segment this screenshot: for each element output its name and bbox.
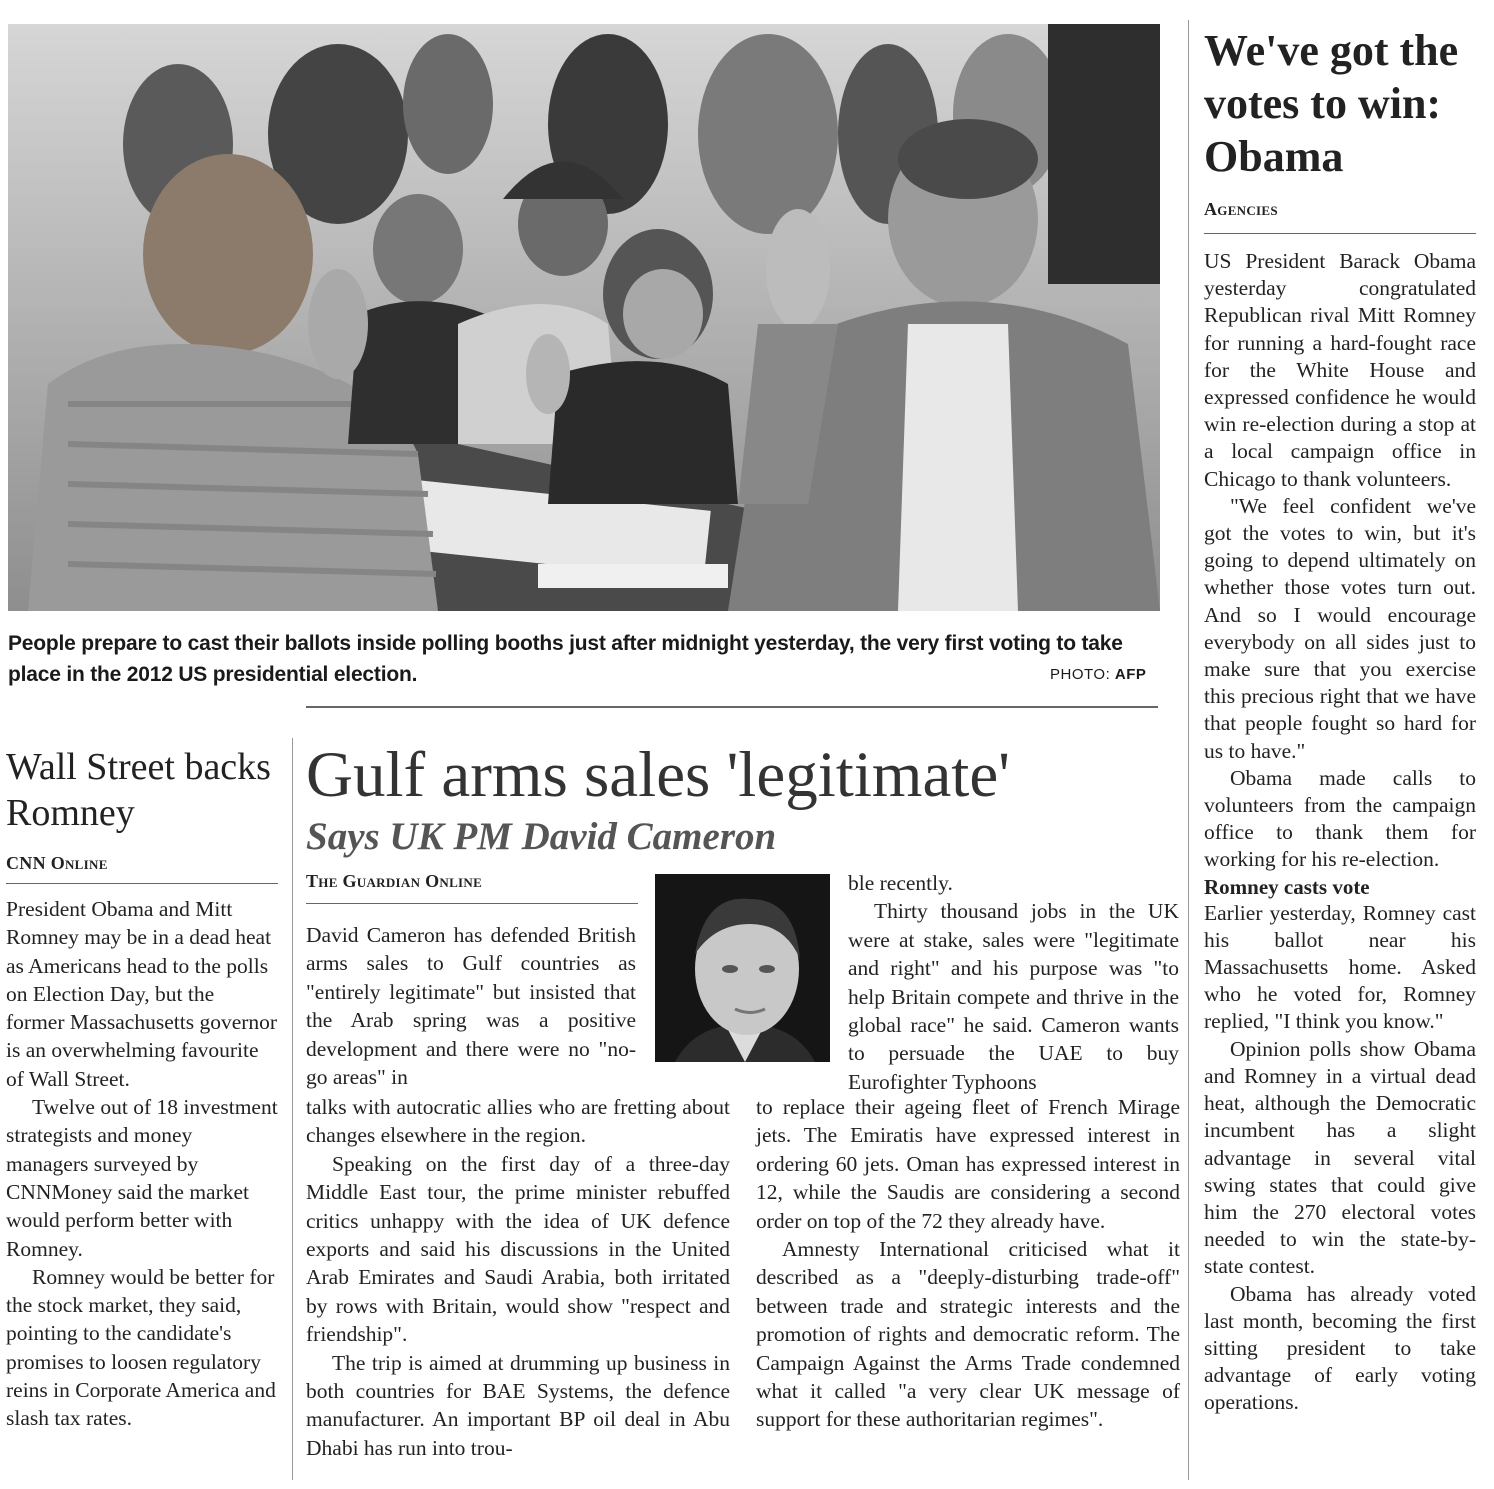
gulf-subheadline: Says UK PM David Cameron: [306, 815, 777, 858]
gulf-paragraph: Amnesty International criticised what it described as a "deeply-disturbing trade-off" between trade and strategic interests and the promotion of rights and democratic reform. The Campaign Against the Arms Trade condemned what it called "a very clear UK message of support for these authoritarian regimes".: [756, 1237, 1180, 1432]
gulf-column-1: [306, 1093, 730, 1462]
gulf-paragraph: The trip is aimed at drumming up business in both countries for BAE Systems, the defence manufacturer. An important BP oil deal in Abu Dhabi has run into trou-: [306, 1350, 730, 1460]
obama-byline: Agencies: [1204, 199, 1278, 219]
byline-rule: [1204, 233, 1476, 234]
gulf-byline: The Guardian Online: [306, 871, 483, 891]
obama-paragraph: Earlier yesterday, Romney cast his ballot near his Massachusetts home. Asked who he voted for, Romney replied, "I think you know.": [1204, 900, 1476, 1034]
gulf-paragraph: ble recently.: [848, 871, 953, 895]
section-divider: [306, 706, 1158, 708]
obama-subhead: Romney casts vote: [1204, 874, 1370, 899]
wallstreet-paragraph: Twelve out of 18 investment strategists and money managers surveyed by CNNMoney said the market would perform better with Romney.: [6, 1095, 278, 1261]
gulf-headline: Gulf arms sales 'legitimate': [306, 739, 1010, 811]
gulf-column-1-top: [306, 921, 636, 1091]
byline-rule: [306, 903, 638, 904]
obama-paragraph: Obama has already voted last month, becoming the first sitting president to take advantage of early voting operations.: [1204, 1281, 1476, 1415]
gulf-paragraph: Speaking on the first day of a three-day Middle East tour, the prime minister rebuffed critics unhappy with the idea of UK defence exports and said his discussions in the United Arab Emirates and Saudi Arabia, both irritated by rows with Britain, would show "respect and friendship".: [306, 1151, 730, 1347]
column-rule: [292, 738, 293, 1480]
obama-paragraph: Obama made calls to volunteers from the campaign office to thank them for working for his re-election.: [1204, 765, 1476, 872]
photo-caption: People prepare to cast their ballots inside polling booths just after midnight yesterday, the very first voting to take place in the 2012 US presidential election.: [8, 632, 1123, 686]
gulf-paragraph: talks with autocratic allies who are fretting about changes elsewhere in the region.: [306, 1095, 730, 1148]
gulf-paragraph: David Cameron has defended British arms sales to Gulf countries as "entirely legitimate" but insisted that the Arab spring was a positive development and there were no "no-go areas" in: [306, 923, 636, 1090]
gulf-paragraph: Thirty thousand jobs in the UK were at stake, sales were "legitimate and right" and his purpose was "to help Britain compete and thrive in the global race" he said. Cameron wants to persuade the UAE to buy Eurofighter Typhoons: [848, 899, 1179, 1094]
gulf-column-2-top: [848, 869, 1179, 1096]
wallstreet-paragraph: Romney would be better for the stock market, they said, pointing to the candidate's promises to loosen regulatory reins in Corporate America and slash tax rates.: [6, 1264, 276, 1431]
obama-paragraph: US President Barack Obama yesterday congratulated Republican rival Mitt Romney for running a hard-fought race for the White House and expressed confidence he would win re-election during a stop at a local campaign office in Chicago to thank volunteers.: [1204, 249, 1476, 491]
gulf-paragraph: to replace their ageing fleet of French Mirage jets. The Emiratis have expressed interest in ordering 60 jets. Oman has expressed interest in 12, while the Saudis are considering a second order on top of the 72 they already have.: [756, 1095, 1180, 1233]
obama-body: [1204, 248, 1476, 1417]
gulf-column-2: [756, 1093, 1180, 1434]
obama-headline: We've got the votes to win: Obama: [1204, 26, 1459, 181]
david-cameron-photo: [655, 874, 830, 1062]
column-rule: [1188, 20, 1189, 1480]
wallstreet-paragraph: President Obama and Mitt Romney may be in a dead heat as Americans head to the polls on Election Day, but the former Massachusetts governor is an overwhelming favourite of Wall Street.: [6, 897, 278, 1091]
byline-rule: [6, 883, 278, 884]
wallstreet-headline: Wall Street backs Romney: [6, 746, 271, 834]
voting-photo: [8, 24, 1160, 611]
photo-credit: PHOTO: AFP: [1050, 666, 1147, 683]
obama-paragraph: Opinion polls show Obama and Romney in a virtual dead heat, although the Democratic incumbent has a slight advantage in several vital swing states that could give him the 270 electoral votes needed to win the state-by-state contest.: [1204, 1036, 1476, 1279]
wallstreet-body: [6, 895, 278, 1433]
wallstreet-byline: CNN Online: [6, 853, 108, 873]
obama-paragraph: "We feel confident we've got the votes to win, but it's going to depend ultimately on whether those votes turn out. And so I would encourage everybody on all sides just to make sure that you exercise this precious right that we have that people fought so hard for us to have.": [1204, 493, 1476, 763]
